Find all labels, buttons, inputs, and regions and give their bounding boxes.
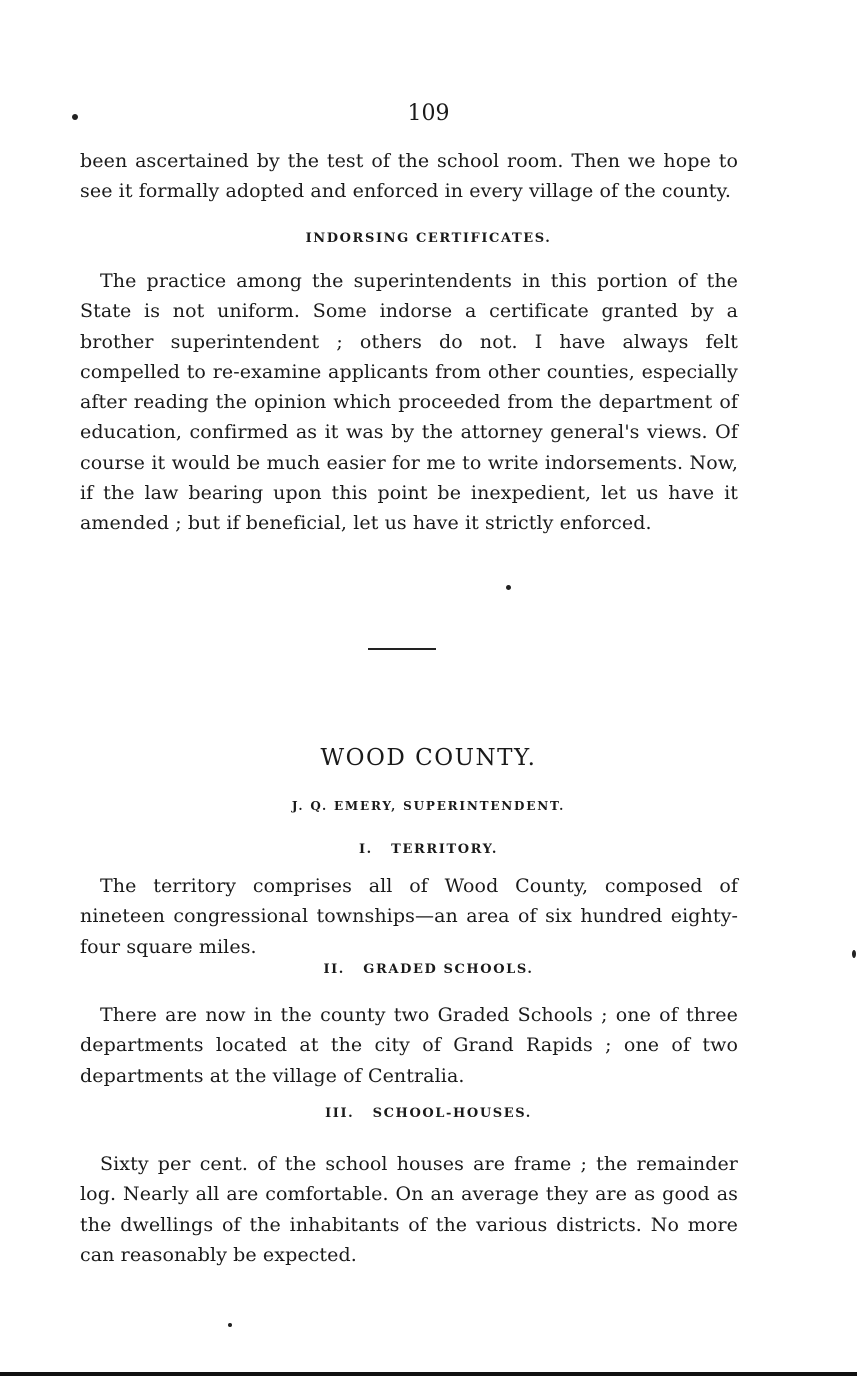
graded-schools-paragraph-block bbox=[80, 1000, 738, 1091]
intro-paragraph-block bbox=[80, 146, 738, 207]
graded-schools-heading: II. GRADED SCHOOLS. bbox=[323, 962, 534, 977]
indorsing-paragraph: The practice among the superintendents in this portion of the State is not uniform. Some indorse a certificate granted by a brother superintendent ; others do not. I have always felt compelled to re-examine applicants from other counties, especially after reading the opinion which proceeded from the department of education, confirmed as it was by the attorney general's views. Of course it would be much easier for me to write indorsements. Now, if the law bearing upon this point be inexpedient, let us have it amended ; but if beneficial, let us have it strictly enforced. bbox=[80, 270, 738, 535]
scan-speck bbox=[852, 950, 856, 958]
intro-paragraph: been ascertained by the test of the school room. Then we hope to see it formally adopted and enforced in every village of the county. bbox=[80, 150, 738, 203]
territory-heading: I. TERRITORY. bbox=[359, 842, 498, 857]
page-number: 109 bbox=[407, 101, 450, 126]
scan-speck bbox=[228, 1323, 232, 1327]
school-houses-paragraph: Sixty per cent. of the school houses are frame ; the remainder log. Nearly all are comfortable. On an average they are as good as the dwellings of the inhabitants of the various districts. No more can reasonably be expected. bbox=[80, 1153, 738, 1266]
county-title: WOOD COUNTY. bbox=[320, 745, 537, 771]
graded-schools-paragraph: There are now in the county two Graded Schools ; one of three departments located at the city of Grand Rapids ; one of two departments at the village of Centralia. bbox=[80, 1004, 738, 1087]
superintendent-line: J. Q. EMERY, SUPERINTENDENT. bbox=[291, 799, 566, 813]
territory-paragraph-block bbox=[80, 871, 738, 962]
indorsing-paragraph-block bbox=[80, 266, 738, 539]
section-divider bbox=[368, 648, 436, 650]
indorsing-heading: INDORSING CERTIFICATES. bbox=[305, 231, 552, 246]
school-houses-paragraph-block bbox=[80, 1149, 738, 1270]
page-bottom-edge bbox=[0, 1372, 857, 1376]
territory-paragraph: The territory comprises all of Wood County, composed of nineteen congressional townships—an area of six hundred eighty-four square miles. bbox=[80, 875, 738, 958]
scan-speck bbox=[72, 114, 78, 120]
school-houses-heading: III. SCHOOL-HOUSES. bbox=[325, 1106, 532, 1121]
scan-speck bbox=[506, 585, 511, 590]
